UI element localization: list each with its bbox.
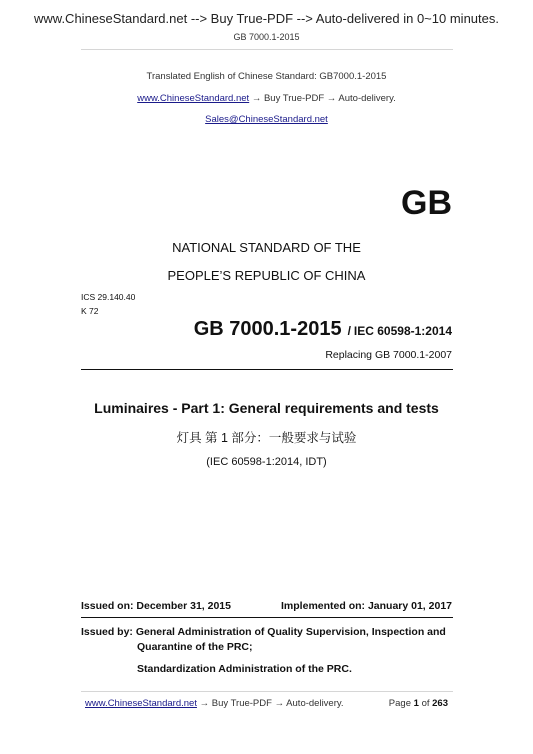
gb-mark: GB bbox=[401, 184, 452, 222]
implemented-on-date: Implemented on: January 01, 2017 bbox=[281, 600, 452, 612]
footer-site-link[interactable]: www.ChineseStandard.net bbox=[85, 698, 197, 709]
page-label: Page bbox=[388, 698, 411, 709]
email-link[interactable]: Sales@ChineseStandard.net bbox=[205, 114, 328, 125]
gb-number: GB 7000.1-2015 bbox=[193, 318, 342, 340]
idt-note: (IEC 60598-1:2014, IDT) bbox=[206, 456, 327, 468]
buy-line bbox=[0, 93, 533, 104]
issued-by-line1: Issued by: General Administration of Quality Supervision, Inspection and bbox=[81, 626, 446, 638]
replacing-note: Replacing GB 7000.1-2007 bbox=[325, 349, 452, 361]
email-line bbox=[0, 114, 533, 125]
dates-divider bbox=[81, 617, 453, 618]
standard-number bbox=[194, 318, 452, 341]
of-label: of bbox=[421, 698, 430, 709]
buy-line-suffix: → Buy True-PDF → Auto-delivery. bbox=[249, 93, 396, 104]
page-number: 1 bbox=[413, 698, 419, 709]
header-doc-number: GB 7000.1-2015 bbox=[233, 32, 300, 42]
page-total: 263 bbox=[432, 698, 448, 709]
issued-on-date: Issued on: December 31, 2015 bbox=[81, 600, 231, 612]
top-divider bbox=[81, 49, 453, 50]
footer-buy-line bbox=[85, 698, 344, 709]
footer-buy-suffix: → Buy True-PDF → Auto-delivery. bbox=[196, 698, 344, 709]
title-divider bbox=[81, 369, 453, 370]
page-indicator bbox=[389, 698, 448, 709]
issued-by-line3: Standardization Administration of the PRC. bbox=[137, 663, 352, 675]
national-standard-line2: PEOPLE’S REPUBLIC OF CHINA bbox=[167, 268, 366, 283]
k-code: K 72 bbox=[81, 306, 99, 316]
document-title: Luminaires - Part 1: General requirements and tests bbox=[94, 400, 439, 416]
document-title-chinese: 灯具 第 1 部分：一般要求与试验 bbox=[176, 431, 357, 445]
iec-number: IEC 60598-1:2014 bbox=[353, 324, 452, 338]
national-standard-line1: NATIONAL STANDARD OF THE bbox=[172, 240, 361, 255]
site-link[interactable]: www.ChineseStandard.net bbox=[137, 93, 250, 104]
number-separator: / bbox=[347, 324, 351, 338]
ics-code: ICS 29.140.40 bbox=[81, 292, 136, 302]
translation-note: Translated English of Chinese Standard: GB7000.1-2015 bbox=[146, 71, 387, 82]
issued-by-line2: Quarantine of the PRC; bbox=[137, 641, 253, 653]
footer-divider bbox=[81, 691, 453, 692]
top-banner: www.ChineseStandard.net --> Buy True-PDF --> Auto-delivered in 0~10 minutes. bbox=[34, 11, 499, 26]
